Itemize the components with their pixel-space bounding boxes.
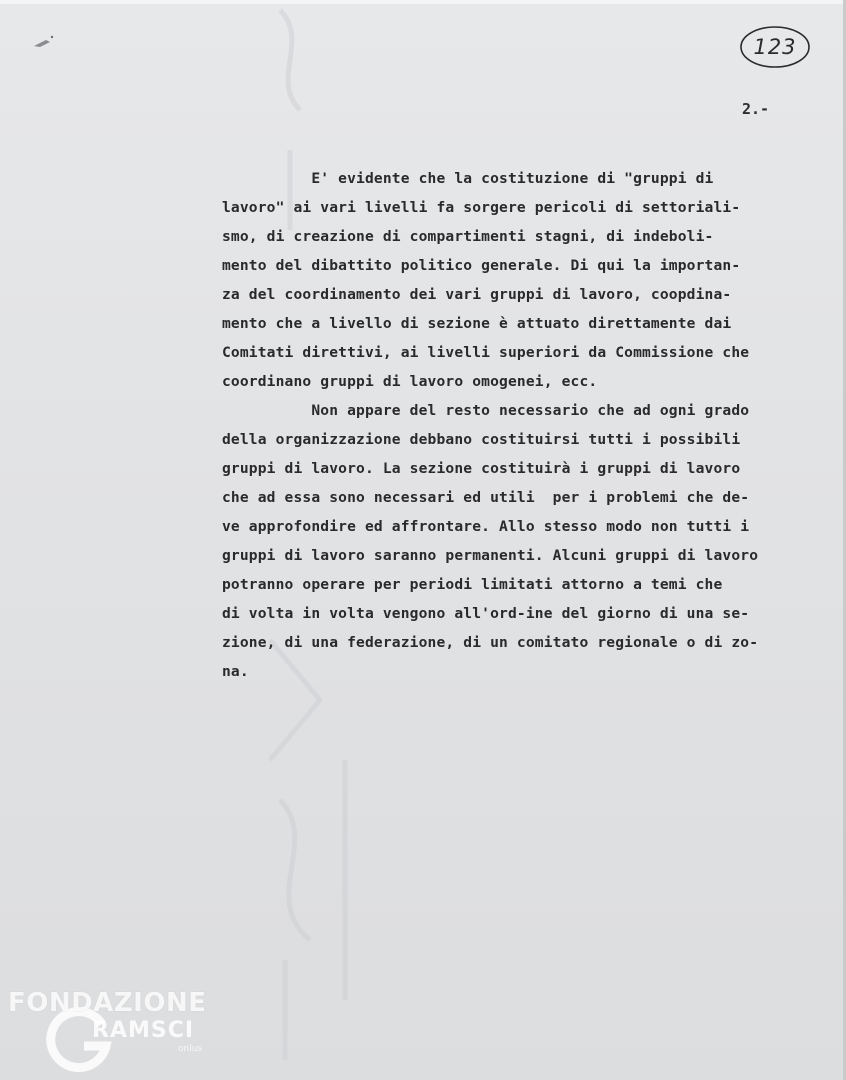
sheet-number: 2.-: [742, 100, 770, 118]
paragraph-1: [222, 164, 822, 396]
page-edge-top: [0, 0, 846, 4]
text-line: della organizzazione debbano costituirsi tutti i possibili: [222, 431, 741, 448]
text-line: mento che a livello di sezione è attuato direttamente dai: [222, 315, 732, 332]
watermark-line-2: RAMSCI: [92, 1018, 195, 1043]
typed-body-text: [222, 164, 822, 686]
text-line: Non appare del resto necessario che ad ogni grado: [222, 402, 750, 419]
text-line: za del coordinamento dei vari gruppi di lavoro, coopdina-: [222, 286, 732, 303]
text-line: na.: [222, 663, 249, 680]
text-line: mento del dibattito politico generale. Di qui la importan-: [222, 257, 741, 274]
text-line: Comitati direttivi, ai livelli superiori da Commissione che: [222, 344, 750, 361]
text-line: E' evidente che la costituzione di "gruppi di: [222, 170, 714, 187]
archive-page-number-text: 123: [753, 35, 797, 59]
watermark-line-1: FONDAZIONE: [8, 988, 207, 1018]
watermark-onlus: onlus: [178, 1044, 203, 1054]
text-line: di volta in volta vengono all'ord-ine del giorno di una se-: [222, 605, 750, 622]
text-line: smo, di creazione di compartimenti stagni, di indeboli-: [222, 228, 714, 245]
text-line: ve approfondire ed affrontare. Allo stesso modo non tutti i: [222, 518, 750, 535]
text-line: lavoro" ai vari livelli fa sorgere pericoli di settoriali-: [222, 199, 741, 216]
archive-page-number: [738, 24, 812, 70]
paper-speck-mark: [32, 34, 88, 50]
text-line: che ad essa sono necessari ed utili per i problemi che de-: [222, 489, 750, 506]
text-line: gruppi di lavoro. La sezione costituirà i gruppi di lavoro: [222, 460, 741, 477]
text-line: gruppi di lavoro saranno permanenti. Alcuni gruppi di lavoro: [222, 547, 759, 564]
text-line: zione, di una federazione, di un comitato regionale o di zo-: [222, 634, 759, 651]
text-line: potranno operare per periodi limitati attorno a temi che: [222, 576, 723, 593]
paragraph-2: [222, 396, 822, 686]
fondazione-gramsci-watermark: [4, 988, 214, 1080]
text-line: coordinano gruppi di lavoro omogenei, ecc.: [222, 373, 598, 390]
